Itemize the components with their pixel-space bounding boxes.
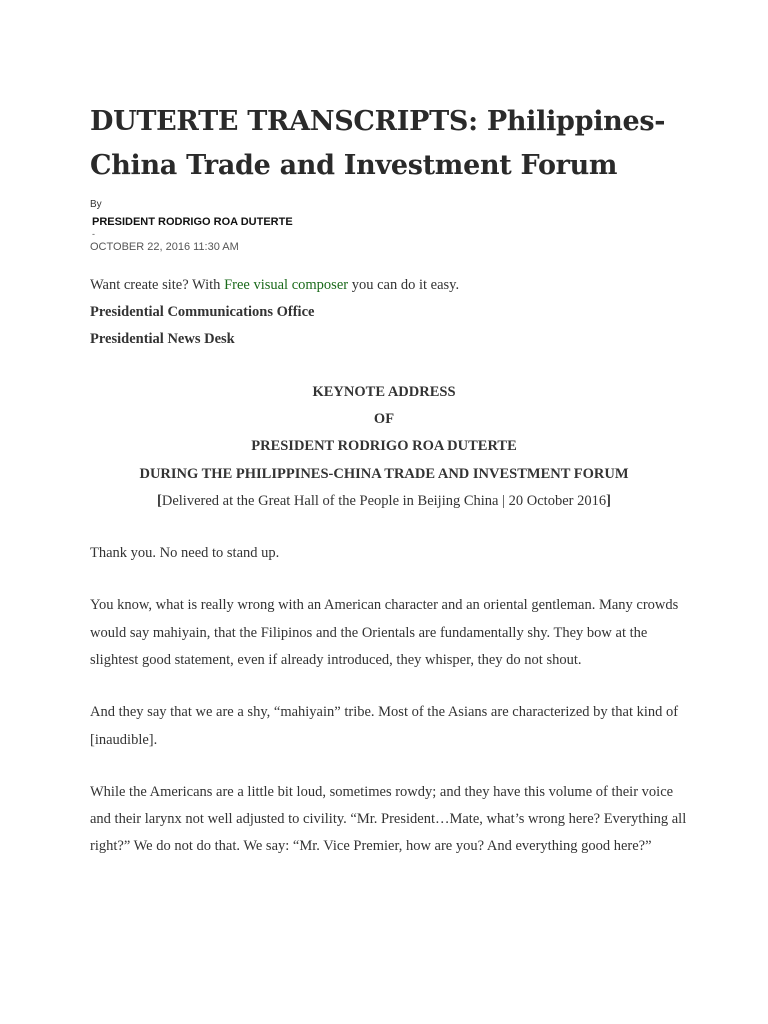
article-title: DUTERTE TRANSCRIPTS: Philippines-China Trade and Investment Forum [90,106,666,181]
paragraph: You know, what is really wrong with an American character and an oriental gentleman. Many crowds would say mahiyain, that the Filipinos and the Orientals are fundamentally shy. They bow at the slightest good statement, even if already introduced, they whisper, they do not shout. [90,597,679,668]
article [90,100,690,861]
meta-separator: - [92,229,95,239]
promo-text-after: you can do it easy. [348,277,460,293]
paragraph: While the Americans are a little bit loud, sometimes rowdy; and they have this volume of their voice and their larynx not well adjusted to civility. “Mr. President…Mate, what’s wrong here? Everything all right?” We do not do that. We say: “Mr. Vice Premier, how are you? And everything good here?” [90,783,687,855]
keynote-heading [90,379,678,515]
paragraph: Thank you. No need to stand up. [90,545,280,562]
office-name: Presidential Communications Office [90,304,315,320]
promo-line [90,272,690,299]
paragraph: And they say that we are a shy, “mahiyain” tribe. Most of the Asians are characterized by that kind of [inaudible]. [90,704,679,748]
article-meta [90,198,690,254]
desk-name: Presidential News Desk [90,331,235,347]
keynote-line-3: PRESIDENT RODRIGO ROA DUTERTE [251,438,517,455]
by-label: By [90,199,102,210]
bracket-open: [ [157,492,162,509]
keynote-line-2: OF [373,411,395,428]
intro-block [90,272,690,353]
delivery-text: Delivered at the Great Hall of the People in Beijing China | 20 October 2016 [161,492,607,509]
author-name[interactable]: PRESIDENT RODRIGO ROA DUTERTE [92,216,293,228]
visual-composer-link[interactable]: Free visual composer [224,277,349,293]
promo-text-before: Want create site? With [90,277,225,293]
delivery-note [90,488,678,515]
bracket-close: ] [606,492,611,509]
publish-date: OCTOBER 22, 2016 11:30 AM [90,241,239,253]
keynote-line-4: DURING THE PHILIPPINES-CHINA TRADE AND INVESTMENT FORUM [139,465,629,482]
article-body [90,272,690,861]
keynote-line-1: KEYNOTE ADDRESS [312,384,456,400]
